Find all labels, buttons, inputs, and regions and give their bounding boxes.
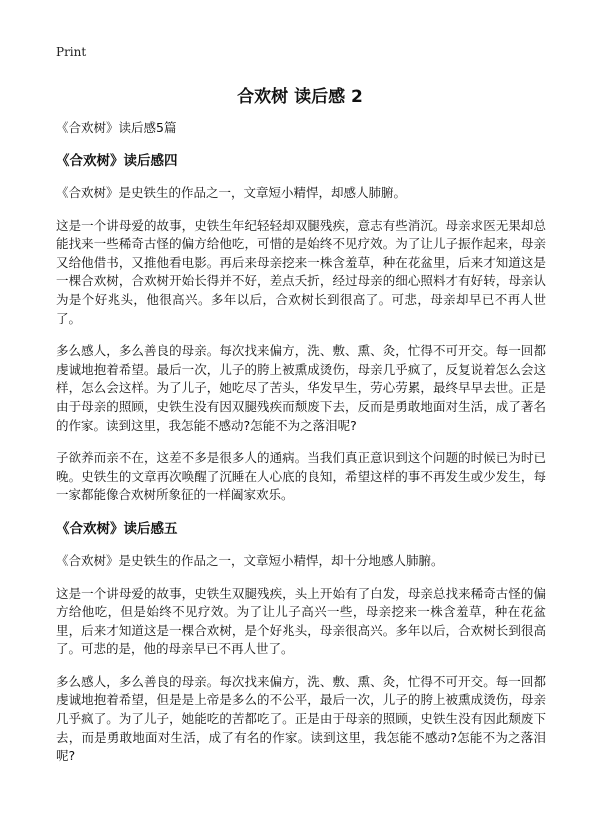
section-five [56,519,546,766]
paragraph: 这是一个讲母爱的故事，史铁生年纪轻轻却双腿残疾，意志有些消沉。母亲求医无果却总能找来一些稀奇古怪的偏方给他吃，可惜的是始终不见疗效。为了让儿子振作起来，母亲又给他借书，又推他看电影。再后来母亲挖来一株含羞草，种在花盆里，后来才知道这是一棵合欢树，合欢树开始长得并不好，差点夭折，经过母亲的细心照料才有好转，母亲认为是个好兆头，他很高兴。多年以后，合欢树长到很高了。可悲，母亲却早已不再人世了。 [56,217,546,326]
paragraph: 多么感人，多么善良的母亲。每次找来偏方，洗、敷、熏、灸，忙得不可开交。每一回都虔诚地抱着希望，但是是上帝是多么的不公平，最后一次，儿子的胯上被熏成烫伤，母亲几乎疯了。为了儿子，她能吃的苦都吃了。正是由于母亲的照顾，史铁生没有因此颓废下去，而是勇敢地面对生活，成了有名的作家。读到这里，我怎能不感动?怎能不为之落泪呢? [56,673,546,764]
paragraph: 《合欢树》是史铁生的作品之一，文章短小精悍，却十分地感人肺腑。 [56,552,444,568]
document-subtitle: 《合欢树》读后感5篇 [56,120,177,135]
paragraph: 《合欢树》是史铁生的作品之一，文章短小精悍，却感人肺腑。 [56,185,407,200]
section-heading: 《合欢树》读后感五 [56,520,178,537]
paragraph: 这是一个讲母爱的故事，史铁生双腿残疾，头上开始有了白发，母亲总找来稀奇古怪的偏方给他吃，但是始终不见疗效。为了让儿子高兴一些，母亲挖来一株含羞草，种在花盆里，后来才知道这是一棵合欢树，是个好兆头，母亲很高兴。多年以后，合欢树长到很高了。可悲的是，他的母亲早已不再人世了。 [56,585,546,657]
page-title: 合欢树 读后感 2 [237,87,363,107]
paragraph: 多么感人，多么善良的母亲。每次找来偏方，洗、敷、熏、灸，忙得不可开交。每一回都虔诚地抱着希望。最后一次，儿子的胯上被熏成烫伤，母亲几乎疯了，反复说着怎么会这样，怎么会这样。为了儿子，她吃尽了苦头，华发早生，劳心劳累，最终早早去世。正是由于母亲的照顾，史铁生没有因双腿残疾而颓废下去，反而是勇敢地面对生活，成了著名的作家。读到这里，我怎能不感动?怎能不为之落泪呢? [56,343,546,433]
paragraph: 子欲养而亲不在，这差不多是很多人的通病。当我们真正意识到这个问题的时候已为时已晚。史铁生的文章再次唤醒了沉睡在人心底的良知，希望这样的事不再发生或少发生，每一家都能像合欢树所象征的一样阖家欢乐。 [56,450,546,503]
section-heading: 《合欢树》读后感四 [56,153,178,169]
section-four [56,151,546,505]
print-link[interactable]: Print [56,45,87,59]
document-body [56,119,546,780]
